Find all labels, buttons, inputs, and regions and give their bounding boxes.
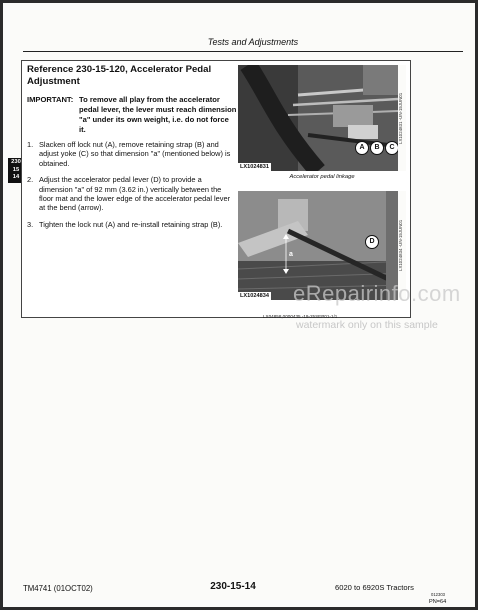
procedure-steps — [27, 140, 237, 236]
linkage-caption: Accelerator pedal linkage — [289, 174, 355, 180]
step-item — [27, 140, 237, 168]
header-rule — [23, 51, 463, 52]
photo1-id: LX1024831 — [240, 164, 269, 170]
step-item — [27, 220, 237, 229]
callout-c: C — [385, 141, 399, 155]
footer-page-number: PN=64 — [429, 599, 447, 605]
side-tab-line2: 15 — [12, 166, 20, 173]
callout-b: B — [370, 141, 384, 155]
photo1-side-code: LX1024831 -UN-15JUN01 — [398, 65, 406, 171]
photo2-id: LX1024834 — [240, 293, 269, 299]
reference-code: LX04858,0000435 -19-25SEP01-1/1 — [263, 314, 338, 319]
important-note — [27, 95, 237, 135]
callout-a: A — [355, 141, 369, 155]
step-number: 2. — [27, 175, 34, 185]
step-text: Tighten the lock nut (A) and re-install retaining strap (B). — [39, 219, 223, 229]
side-tab-line1: 230 — [11, 159, 21, 165]
linkage-photo-image — [238, 65, 406, 171]
step-text: Slacken off lock nut (A), remove retaining strap (B) and adjust yoke (C) so that dimension "a" (mentioned below) is obtained. — [39, 140, 231, 168]
step-text: Adjust the accelerator pedal lever (D) to provide a dimension "a" of 92 mm (3.62 in.) vertically between the floor mat and the lower edge of the accelerator pedal lever at the bend (arrow). — [39, 175, 231, 213]
step-item — [27, 175, 237, 213]
callout-d: D — [365, 235, 379, 249]
section-title: Reference 230-15-120, Accelerator Pedal Adjustment — [27, 64, 212, 87]
footer-doc-id: TM4741 (01OCT02) — [23, 584, 93, 593]
important-label: IMPORTANT: — [27, 95, 74, 104]
important-text: To remove all play from the accelerator pedal lever, the lever must reach dimension "a" under its own weight, i.e. do not force it. — [79, 95, 237, 134]
footer-date-code: 012303 — [431, 592, 445, 597]
header-title: Tests and Adjustments — [207, 37, 299, 47]
dimension-a-label: a — [289, 251, 293, 258]
side-tab-line3: 14 — [12, 174, 20, 180]
footer-page-ref: 230-15-14 — [210, 581, 256, 592]
footer-model: 6020 to 6920S Tractors — [335, 583, 414, 592]
step-number: 3. — [27, 219, 34, 229]
step-number: 1. — [27, 140, 34, 149]
manual-page — [3, 3, 475, 607]
linkage-photo — [238, 65, 406, 171]
photo2-side-code: LX1024834 -UN-15JUN01 — [398, 191, 406, 300]
site-watermark: eRepairinfo.com — [293, 281, 461, 306]
sample-watermark: watermark only on this sample — [296, 319, 438, 331]
